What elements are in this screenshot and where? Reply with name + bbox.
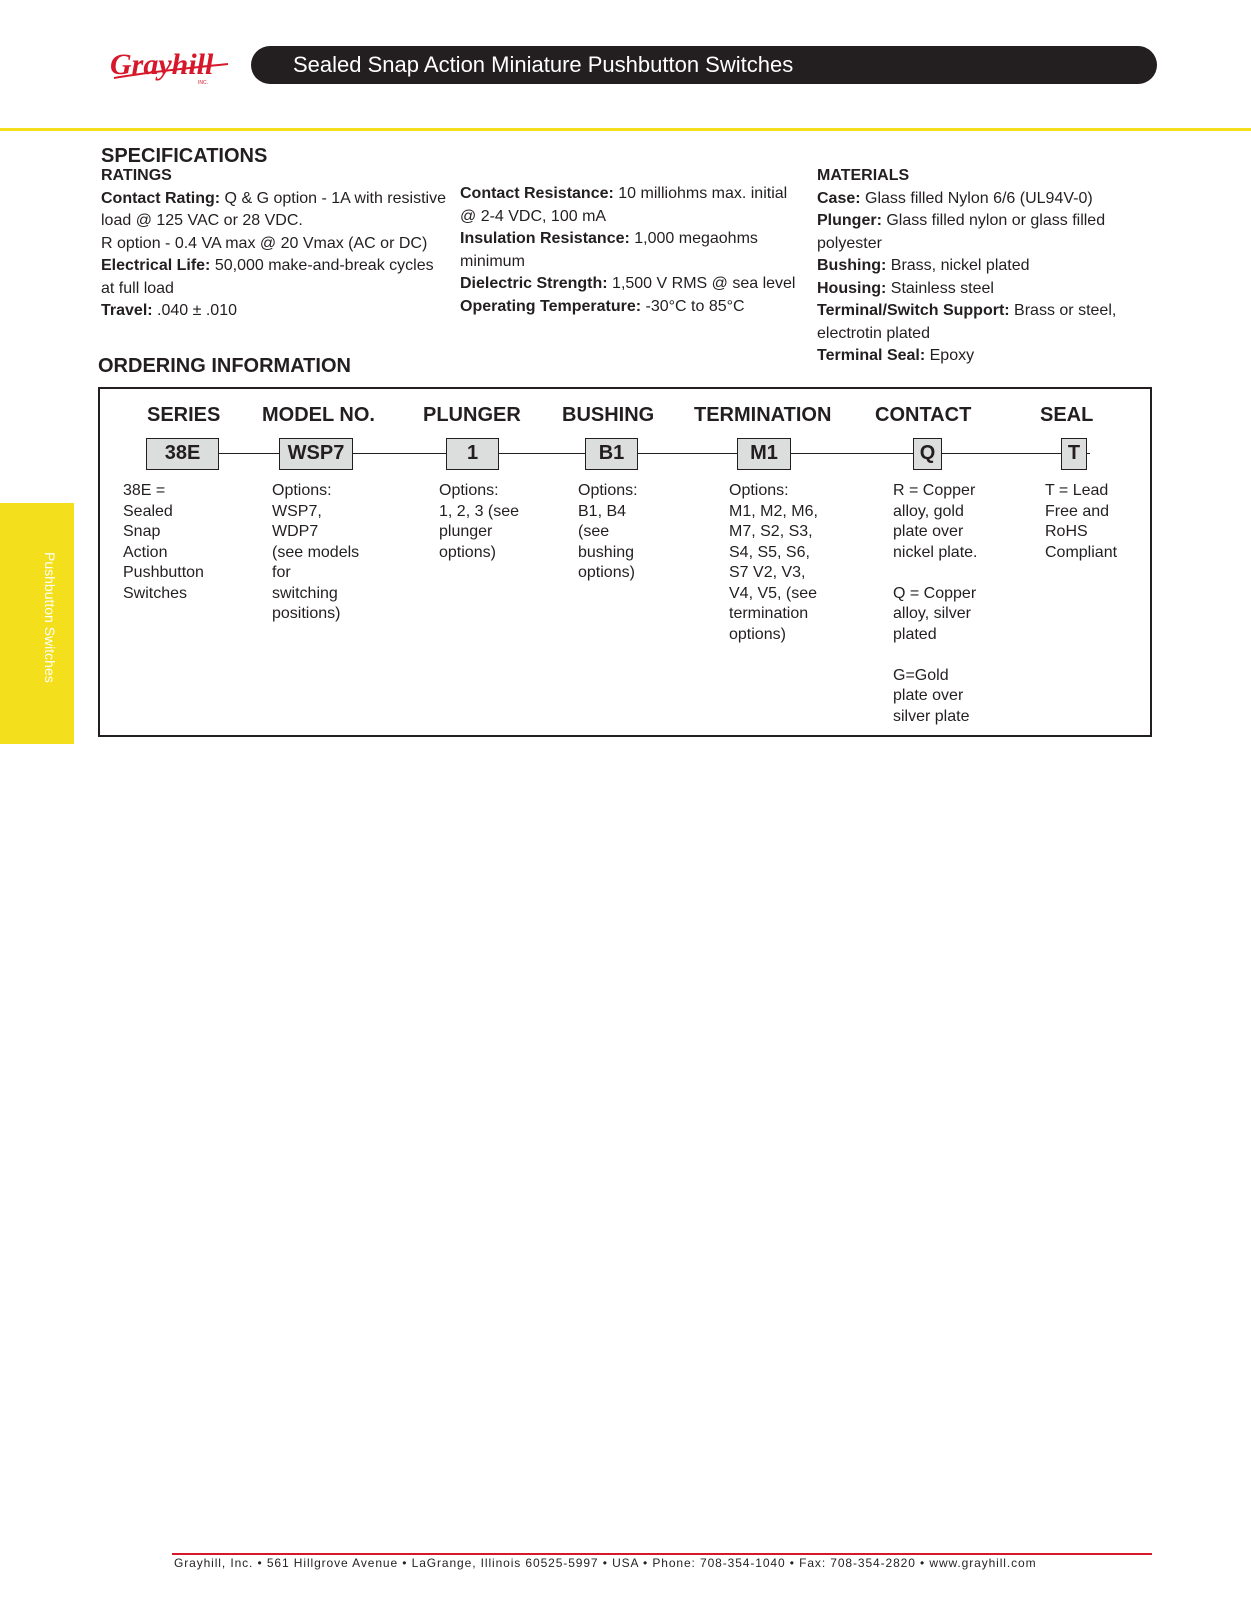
code-box-plunger: 1 [446,438,499,470]
options-model: Options: WSP7, WDP7 (see models for switching positions) [272,482,360,622]
terminal-seal-material: Terminal Seal: Epoxy [817,347,975,364]
insulation-resistance: Insulation Resistance: 1,000 megaohms minimum [460,230,758,270]
column-title-bushing: BUSHING [562,404,655,426]
footer-rule [172,1553,1152,1555]
ratings-heading: RATINGS [101,167,172,184]
options-bushing: Options: B1, B4 (see bushing options) [578,482,638,581]
housing-material: Housing: Stainless steel [817,279,994,297]
operating-temperature: Operating Temperature: -30°C to 85°C [460,297,745,315]
options-termination: Options: M1, M2, M6, M7, S2, S3, S4, S5, S6, S7 V2, V3, V4, V5, (see termination options) [729,482,818,643]
column-title-model: MODEL NO. [262,404,375,426]
logo-wordmark: Grayhill [110,48,214,81]
ratings-column [101,165,446,323]
code-box-contact: Q [913,438,942,470]
contact-rating-r-option: R option - 0.4 VA max @ 20 Vmax (AC or DC) [101,234,428,252]
options-contact: R = Copper alloy, gold plate over nickel plate. Q = Copper alloy, silver plated G=Gold plate over silver plate [893,482,978,725]
contact-rating: Contact Rating: Q & G option - 1A with resistive load @ 125 VAC or 28 VDC. [101,189,446,229]
electrical-life: Electrical Life: 50,000 make-and-break cycles at full load [101,257,434,297]
page-title: Sealed Snap Action Miniature Pushbutton Switches [293,52,794,77]
column-title-contact: CONTACT [875,404,972,426]
code-box-seal: T [1061,438,1087,470]
case-material: Case: Glass filled Nylon 6/6 (UL94V-0) [817,189,1093,207]
materials-heading: MATERIALS [817,167,910,184]
column-title-termination: TERMINATION [694,404,832,426]
header-rule [0,128,1251,131]
specifications-heading: SPECIFICATIONS [101,145,268,167]
terminal-support-material: Terminal/Switch Support: Brass or steel, electrotin plated [817,302,1117,342]
page-title-bar [251,46,1157,84]
travel: Travel: .040 ± .010 [101,302,237,319]
options-plunger: Options: 1, 2, 3 (see plunger options) [439,482,520,561]
side-tab [0,503,74,744]
dielectric-strength: Dielectric Strength: 1,500 V RMS @ sea level [460,275,796,292]
code-box-series: 38E [146,438,219,470]
options-seal: T = Lead Free and RoHS Compliant [1045,482,1118,561]
plunger-material: Plunger: Glass filled nylon or glass filled polyester [817,212,1106,252]
grayhill-logo [108,44,236,92]
code-box-bushing: B1 [585,438,638,470]
electrical-specs-column [460,183,800,318]
code-box-model: WSP7 [279,438,353,470]
footer-contact-info: Grayhill, Inc. • 561 Hillgrove Avenue • LaGrange, Illinois 60525-5997 • USA • Phone: 708-354-1040 • Fax: 708-354-2820 • www.grayhill.com [174,1556,1037,1570]
contact-resistance: Contact Resistance: 10 milliohms max. initial @ 2-4 VDC, 100 mA [460,185,788,225]
column-title-series: SERIES [147,404,221,426]
logo-subtext: INC. [198,80,208,86]
ordering-heading: ORDERING INFORMATION [98,355,351,377]
column-title-plunger: PLUNGER [423,404,521,426]
column-title-seal: SEAL [1040,404,1094,426]
side-tab-label: Pushbutton Switches [42,552,58,683]
bushing-material: Bushing: Brass, nickel plated [817,257,1030,274]
code-box-termination: M1 [737,438,791,470]
materials-column [817,165,1162,368]
options-series: 38E = Sealed Snap Action Pushbutton Switches [123,482,204,602]
